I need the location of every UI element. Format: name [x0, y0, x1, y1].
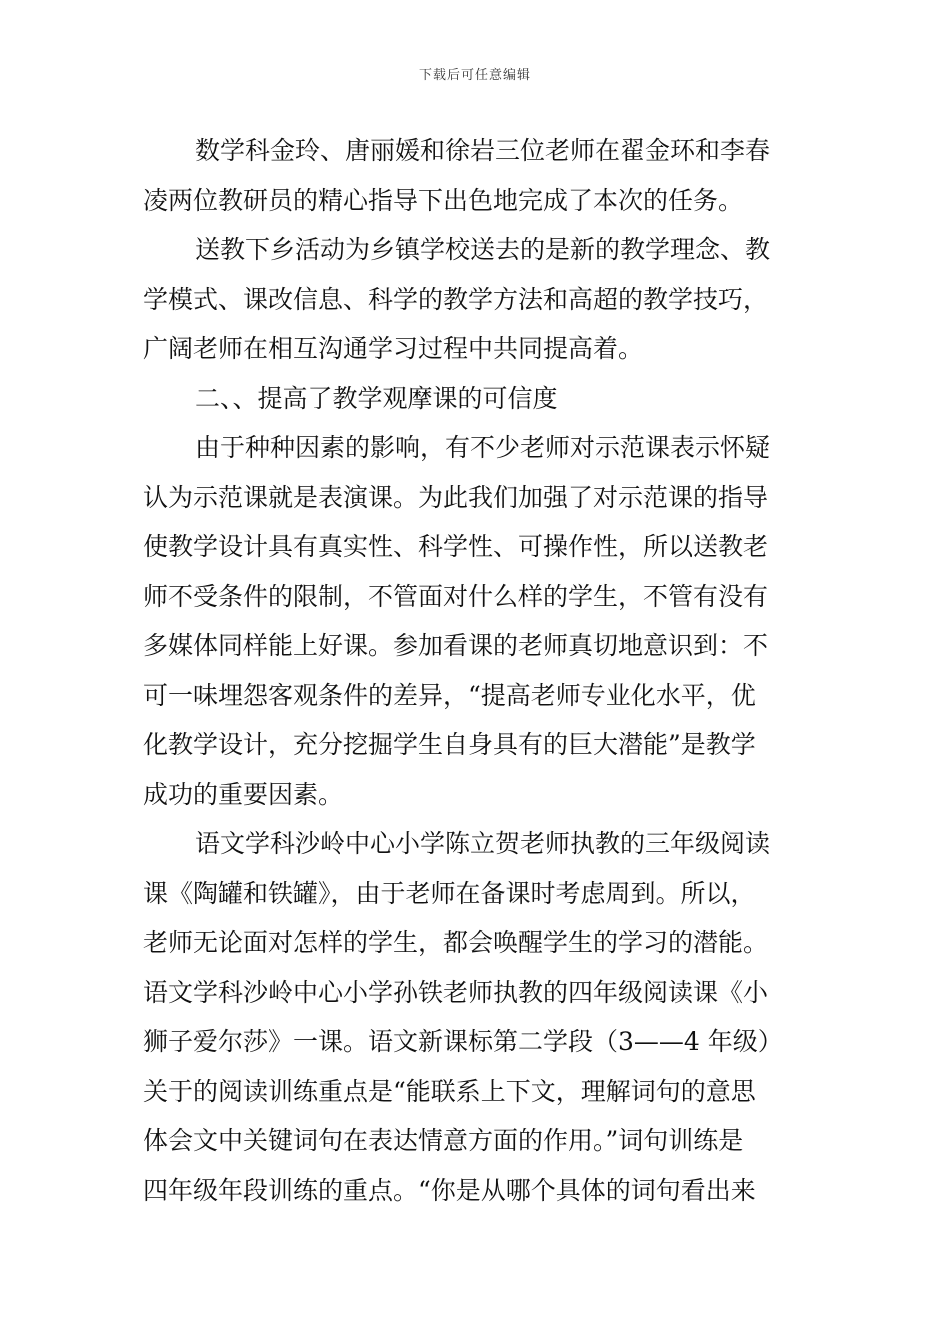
text-line: 语文学科沙岭中心小学陈立贺老师执教的三年级阅读 [195, 829, 771, 858]
text-line: 送教下乡活动为乡镇学校送去的是新的教学理念、教 [195, 235, 771, 264]
text-line: 关于的阅读训练重点是“能联系上下文，理解词句的意思 [143, 1076, 756, 1106]
text-line: 化教学设计，充分挖掘学生自身具有的巨大潜能”是教学 [143, 730, 756, 759]
text-line: 四年级年段训练的重点。“你是从哪个具体的词句看出来 [143, 1175, 756, 1205]
document-body [143, 126, 807, 1215]
text-line: 由于种种因素的影响，有不少老师对示范课表示怀疑 [195, 433, 771, 462]
section-heading: 二、、提高了教学观摩课的可信度 [195, 383, 558, 413]
text-line: 课《陶罐和铁罐》，由于老师在备课时考虑周到。所以， [143, 878, 756, 908]
text-line: 师不受条件的限制，不管面对什么样的学生，不管有没有 [143, 581, 769, 611]
text-line: 使教学设计具有真实性、科学性、可操作性，所以送教老 [143, 532, 769, 561]
text-line: 学模式、课改信息、科学的教学方法和高超的教学技巧， [143, 284, 769, 314]
text-line: 语文学科沙岭中心小学孙铁老师执教的四年级阅读课《小 [143, 977, 769, 1007]
text-line: 老师无论面对怎样的学生，都会唤醒学生的学习的潜能。 [143, 928, 769, 957]
text-line: 成功的重要因素。 [143, 779, 344, 809]
text-line: 可一味埋怨客观条件的差异，“提高老师专业化水平，优 [143, 680, 756, 710]
text-line: 多媒体同样能上好课。参加看课的老师真切地意识到：不 [143, 631, 769, 660]
text-line: 凌两位教研员的精心指导下出色地完成了本次的任务。 [143, 185, 744, 215]
text-line: 狮子爱尔莎》一课。语文新课标第二学段（3——4 年级） [143, 1027, 783, 1056]
page-header: 下载后可任意编辑 [418, 68, 531, 83]
text-line: 体会文中关键词句在表达情意方面的作用。”词句训练是 [143, 1126, 744, 1155]
text-line: 广阔老师在相互沟通学习过程中共同提高着。 [143, 334, 644, 363]
text-line: 认为示范课就是表演课。为此我们加强了对示范课的指导 [143, 482, 769, 512]
text-line: 数学科金玲、唐丽媛和徐岩三位老师在翟金环和李春 [195, 136, 771, 165]
